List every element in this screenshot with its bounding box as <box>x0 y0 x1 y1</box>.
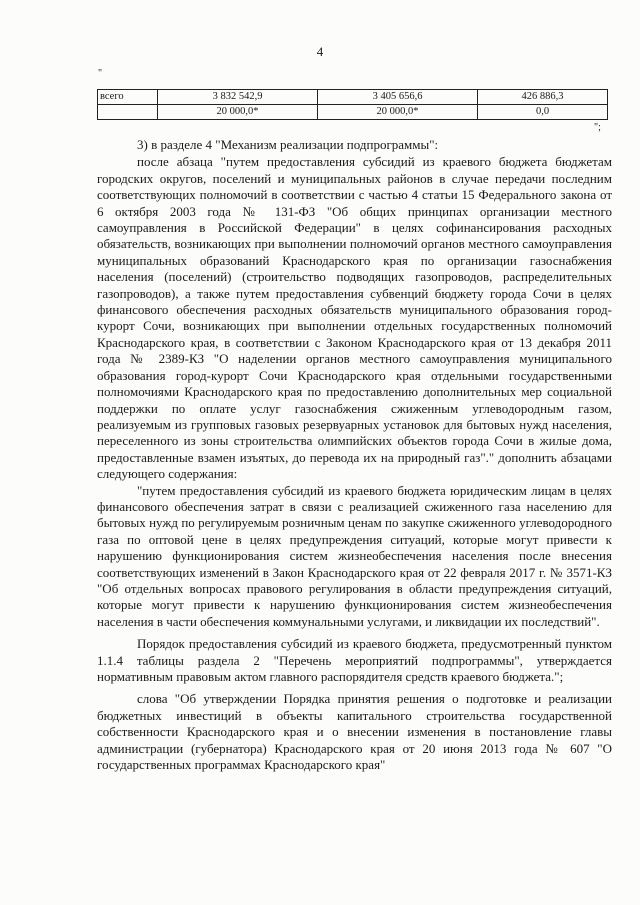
table-cell: 20 000,0* <box>318 105 478 120</box>
section-heading: 3) в разделе 4 "Механизм реализации подпрограммы": <box>137 137 439 152</box>
closing-quote: "; <box>594 122 601 133</box>
document-body <box>97 137 612 773</box>
table-cell: 0,0 <box>478 105 608 120</box>
table-row <box>98 105 608 120</box>
table-cell: 3 405 656,6 <box>318 90 478 105</box>
paragraph: слова "Об утверждении Порядка принятия решения о подготовке и реализации бюджетных инвестиций в объекты капитального строительства государственной собственности Краснодарского края и о внесении изменения в постановление главы администрации (губернатора) Краснодарского края от 20 июня 2013 года № 607 "О государственных программах Краснодарского края" <box>97 691 612 773</box>
paragraph: "путем предоставления субсидий из краевого бюджета юридическим лицам в целях финансового обеспечения затрат в связи с реализацией сжиженного газа населению для бытовых нужд по регулируемым розничным ценам по закупке сжиженного углеводородного газа по оптовой цене в целях предупреждения ситуаций, которые могут привести к нарушению функционирования систем жизнеобеспечения населения после внесения соответствующих изменений в Закон Краснодарского края от 22 февраля 2017 г. № 3571-КЗ "Об отдельных вопросах правового регулирования в области предупреждения ситуаций, которые могут привести к нарушению функционирования систем жизнеобеспечения населения в части обеспечения коммунальными услугами, и ликвидации их последствий". <box>97 482 612 629</box>
totals-table-wrapper <box>97 89 607 120</box>
paragraph: после абзаца "путем предоставления субсидий из краевого бюджета бюджетам городских округов, поселений и муниципальных районов в случае передачи последним соответствующих полномочий в соответствии с частью 4 статьи 15 Федерального закона от 6 октября 2003 года № 131-ФЗ "Об общих принципах организации местного самоуправления в Российской Федерации" в целях софинансирования расходных обязательств, возникающих при выполнении полномочий органов местного самоуправления муниципальных образований Краснодарского края по организации газоснабжения населения (поселений) (строительство подводящих газопроводов, распределительных газопроводов), а также путем предоставления субвенций бюджету города Сочи в целях финансового обеспечения расходных обязательств муниципального образования город-курорт Сочи, возникающих при выполнении отдельных государственных полномочий Краснодарского края, в соответствии с Законом Краснодарского края от 13 декабря 2011 года № 2389-КЗ "О наделении органов местного самоуправления муниципального образования город-курорт Сочи Краснодарского края отдельными государственными полномочиями Краснодарского края по предоставлению дополнительных мер социальной поддержки по оплате услуг газоснабжения сжиженным углеводородным газом, реализуемым из групповых газовых резервуарных установок для бытовых нужд населения, переселенного из зоны строительства олимпийских объектов города Сочи в жилые дома, предоставленные взамен изъятых, до перевода их на природный газ"." дополнить абзацами следующего содержания: <box>97 154 612 482</box>
page-number: 4 <box>316 44 324 59</box>
table-cell: 3 832 542,9 <box>158 90 318 105</box>
paragraph: Порядок предоставления субсидий из краевого бюджета, предусмотренный пунктом 1.1.4 таблицы раздела 2 "Перечень мероприятий подпрограммы", утверждается нормативным правовым актом главного распорядителя средств краевого бюджета."; <box>97 636 612 684</box>
table-cell: 20 000,0* <box>158 105 318 120</box>
table-cell <box>98 105 158 120</box>
table-cell: 426 886,3 <box>478 90 608 105</box>
table-cell: всего <box>98 90 158 105</box>
totals-table <box>97 89 608 120</box>
opening-quote: " <box>98 68 103 79</box>
table-row <box>98 90 608 105</box>
